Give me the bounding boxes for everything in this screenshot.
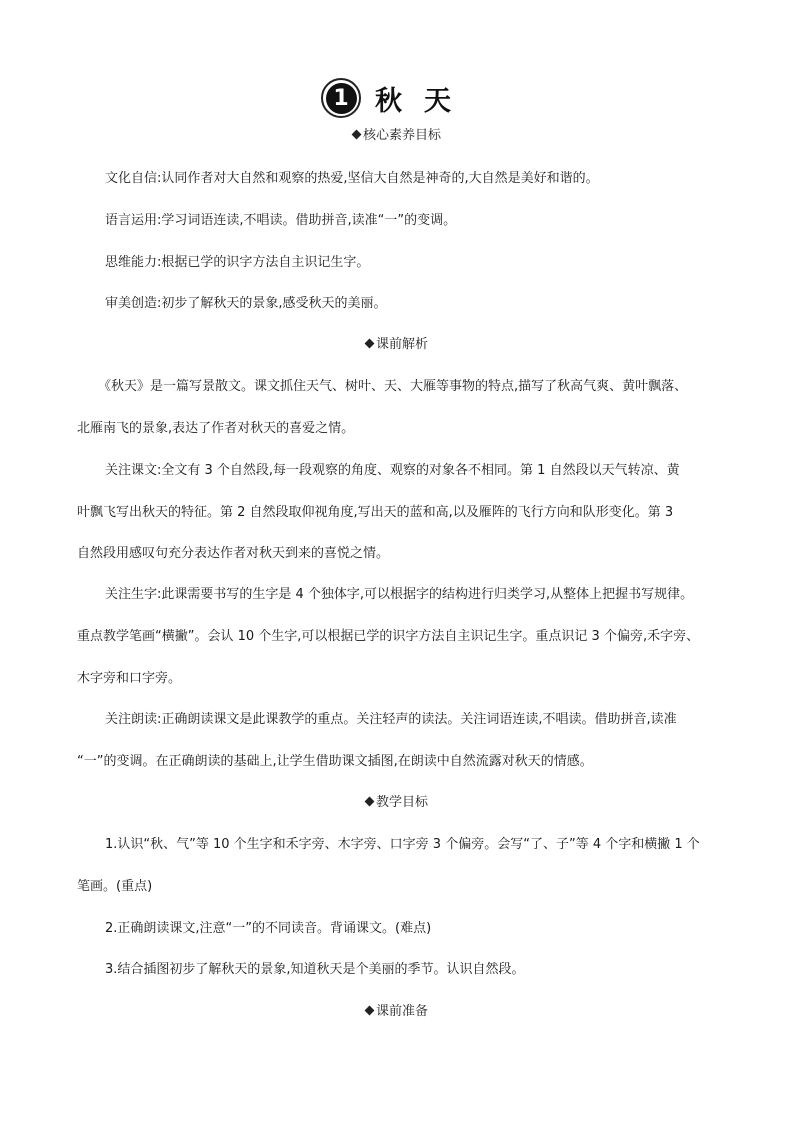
core-goal-item: 语言运用:学习词语连读,不唱读。借助拼音,读准“一”的变调。 — [105, 213, 457, 228]
diamond-bullet-icon — [352, 130, 362, 140]
diamond-bullet-icon — [365, 1006, 375, 1016]
lesson-title — [0, 78, 794, 118]
lesson-number-badge — [321, 78, 361, 118]
section-heading-teaching-goals: 教学目标 — [0, 794, 794, 812]
analysis-paragraph-line: 关注课文:全文有 3 个自然段,每一段观察的角度、观察的对象各不相同。第 1 自然段以天气转凉、黄 — [105, 463, 680, 478]
core-goal-item: 思维能力:根据已学的识字方法自主识记生字。 — [105, 255, 370, 270]
core-goal-item: 审美创造:初步了解秋天的景象,感受秋天的美丽。 — [105, 296, 387, 311]
analysis-paragraph-line: 重点教学笔画“横撇”。会认 10 个生字,可以根据已学的识字方法自主识记生字。重点识记 3 个偏旁,禾字旁、 — [77, 629, 700, 644]
teaching-goal-line: 3.结合插图初步了解秋天的景象,知道秋天是个美丽的季节。认识自然段。 — [105, 962, 525, 977]
section-heading-preparation: 课前准备 — [0, 1003, 794, 1021]
core-goal-item: 文化自信:认同作者对大自然和观察的热爱,坚信大自然是神奇的,大自然是美好和谐的。 — [105, 171, 599, 186]
teaching-goal-line: 2.正确朗读课文,注意“一”的不同读音。背诵课文。(难点) — [105, 921, 432, 936]
lesson-number: 1 — [326, 83, 357, 114]
section-heading-core-goals: 核心素养目标 — [0, 127, 794, 145]
diamond-bullet-icon — [365, 339, 375, 349]
analysis-paragraph-line: 自然段用感叹句充分表达作者对秋天到来的喜悦之情。 — [77, 546, 390, 561]
analysis-paragraph-line: 叶飘飞写出秋天的特征。第 2 自然段取仰视角度,写出天的蓝和高,以及雁阵的飞行方向和队形变化。第 3 — [77, 505, 674, 520]
diamond-bullet-icon — [365, 797, 375, 807]
analysis-paragraph-line: 木字旁和口字旁。 — [77, 671, 182, 686]
teaching-goal-line: 笔画。(重点) — [77, 879, 153, 894]
analysis-paragraph-line: 《秋天》是一篇写景散文。课文抓住天气、树叶、天、大雁等事物的特点,描写了秋高气爽、黄叶飘落、 — [98, 379, 688, 394]
analysis-paragraph-line: “一”的变调。在正确朗读的基础上,让学生借助课文插图,在朗读中自然流露对秋天的情感。 — [77, 754, 593, 769]
analysis-paragraph-line: 关注朗读:正确朗读课文是此课教学的重点。关注轻声的读法。关注词语连读,不唱读。借助拼音,读准 — [105, 712, 677, 727]
title-text: 秋天 — [375, 85, 473, 117]
analysis-paragraph-line: 关注生字:此课需要书写的生字是 4 个独体字,可以根据字的结构进行归类学习,从整体上把握书写规律。 — [105, 587, 694, 602]
analysis-paragraph-line: 北雁南飞的景象,表达了作者对秋天的喜爱之情。 — [77, 421, 355, 436]
section-heading-analysis: 课前解析 — [0, 336, 794, 354]
teaching-goal-line: 1.认识“秋、气”等 10 个生字和禾字旁、木字旁、口字旁 3 个偏旁。会写“了、子”等 4 个字和横撇 1 个 — [105, 837, 700, 852]
